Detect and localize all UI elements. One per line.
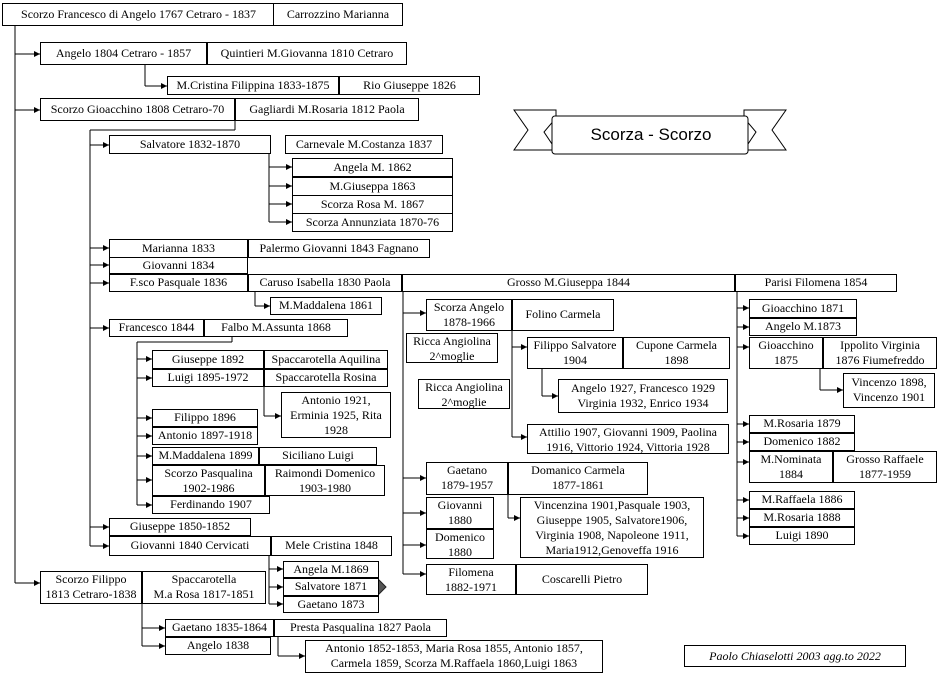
person-filomena: Filomena 1882-1971 [426,564,516,595]
person-sangelo: Scorza Angelo 1878-1966 [426,299,512,331]
person-luigi1890: Luigi 1890 [749,527,855,545]
person-giov1840: Giovanni 1840 Cervicati [109,536,271,556]
person-p1: Angelo 1804 Cetraro - 1857 [40,42,207,65]
person-giov1834: Giovanni 1834 [109,257,248,274]
person-gioac1875s: Ippolito Virginia 1876 Fiumefreddo [823,337,937,369]
person-p2s: Gagliardi M.Rosaria 1812 Paola [235,98,419,121]
person-mnoms: Grosso Raffaele 1877-1959 [833,451,937,483]
person-ricca2: Ricca Angiolina 2^moglie [418,379,510,409]
person-fsco: F.sco Pasquale 1836 [109,274,248,292]
person-fscos2: Grosso M.Giuseppa 1844 [402,274,735,292]
person-salvc4: Scorza Annunziata 1870-76 [292,213,453,232]
person-scpasq: Scorzo Pasqualina 1902-1986 [152,465,265,496]
person-giov1880: Giovanni 1880 [426,497,494,529]
person-antonio1852: Antonio 1852-1853, Maria Rosa 1855, Antonio 1857, Carmela 1859, Scorza M.Raffaela 1860,Luigi 1863 [305,640,603,673]
person-dom1880: Domenico 1880 [426,529,494,559]
person-dom1882: Domenico 1882 [749,433,855,451]
person-luigi1895s: Spaccarotella Rosina [264,369,388,387]
person-gaet1873: Gaetano 1873 [283,596,379,613]
person-angelo1927: Angelo 1927, Francesco 1929 Virginia 1932, Enrico 1934 [558,379,728,413]
person-salvc2: M.Giuseppa 1863 [292,177,453,196]
person-gioac1871: Gioacchino 1871 [749,299,857,318]
person-filomenas: Coscarelli Pietro [516,564,648,595]
person-fran1844: Francesco 1844 [109,319,204,337]
person-salvs: Carnevale M.Costanza 1837 [285,135,443,154]
person-fscos1: Caruso Isabella 1830 Paola [248,274,402,292]
person-sfil: Scorzo Filippo 1813 Cetraro-1838 [40,571,142,604]
person-p1c1: M.Cristina Filippina 1833-1875 [167,76,339,95]
person-filsals: Cupone Carmela 1898 [623,337,730,369]
person-gius1892: Giuseppe 1892 [152,350,264,369]
person-attilio: Attilio 1907, Giovanni 1909, Paolina 1916, Vittorio 1924, Vittoria 1928 [527,424,729,454]
person-mmadd1899s: Siciliano Luigi [259,447,377,465]
person-ferd: Ferdinando 1907 [152,496,270,514]
person-scpasqs: Raimondi Domenico 1903-1980 [265,465,385,496]
person-angm1869: Angela M.1869 [283,561,379,578]
person-sfils: Spaccarotella M.a Rosa 1817-1851 [142,571,266,604]
person-angelo1873: Angelo M.1873 [749,318,857,336]
person-p0: Scorzo Francesco di Angelo 1767 Cetraro - 1837 [2,3,275,26]
person-salv1871: Salvatore 1871 [283,578,379,596]
person-luigi1895: Luigi 1895-1972 [152,369,264,387]
banner-title: Scorza - Scorzo [590,125,712,144]
person-p2: Scorzo Gioacchino 1808 Cetraro-70 [40,98,235,121]
person-filippo1896: Filippo 1896 [152,409,258,427]
person-p0s: Carrozzino Marianna [273,3,403,26]
person-mmadd1899: M.Maddalena 1899 [152,447,259,465]
person-gius1850: Giuseppe 1850-1852 [109,518,251,536]
person-salvc1: Angela M. 1862 [292,158,453,177]
person-mnom: M.Nominata 1884 [749,451,833,483]
person-p1s: Quintieri M.Giovanna 1810 Cetraro [207,42,407,65]
person-salvc3: Scorza Rosa M. 1867 [292,195,453,214]
person-p1c1s: Rio Giuseppe 1826 [339,76,480,95]
person-gaetano79: Gaetano 1879-1957 [426,462,508,495]
person-filsal: Filippo Salvatore 1904 [527,337,623,369]
person-mmadd: M.Maddalena 1861 [270,297,382,315]
person-salv: Salvatore 1832-1870 [109,135,271,154]
person-mariannas: Palermo Giovanni 1843 Fagnano [248,239,430,258]
person-mraf: M.Raffaela 1886 [749,491,855,509]
person-ricca1: Ricca Angiolina 2^moglie [406,333,498,363]
person-mros1888: M.Rosaria 1888 [749,509,855,527]
person-ang1838: Angelo 1838 [165,637,271,655]
person-giov1840s: Mele Cristina 1848 [271,536,392,556]
person-gaet1835s: Presta Pasqualina 1827 Paola [274,619,447,637]
person-sangelos: Folino Carmela [512,299,614,331]
person-gaetano79s: Domanico Carmela 1877-1861 [508,462,648,495]
author-credit: Paolo Chiaselotti 2003 agg.to 2022 [684,645,906,667]
person-fran1844s: Falbo M.Assunta 1868 [204,319,348,337]
person-fscos3: Parisi Filomena 1854 [735,274,897,292]
person-gius1892s: Spaccarotella Aquilina [264,350,388,369]
person-vincenzina: Vincenzina 1901,Pasquale 1903, Giuseppe 1905, Salvatore1906, Virginia 1908, Napoleone 1911, Maria1912,Genoveffa 1916 [520,497,704,558]
person-vinc1898: Vincenzo 1898, Vincenzo 1901 [843,373,935,408]
person-mros1879: M.Rosaria 1879 [749,415,855,433]
person-antonio1921: Antonio 1921, Erminia 1925, Rita 1928 [281,392,391,438]
person-gioac1875: Gioacchino 1875 [749,337,823,369]
person-antonio1897: Antonio 1897-1918 [152,427,258,445]
person-marianna: Marianna 1833 [109,239,248,258]
person-gaet1835: Gaetano 1835-1864 [165,619,274,637]
